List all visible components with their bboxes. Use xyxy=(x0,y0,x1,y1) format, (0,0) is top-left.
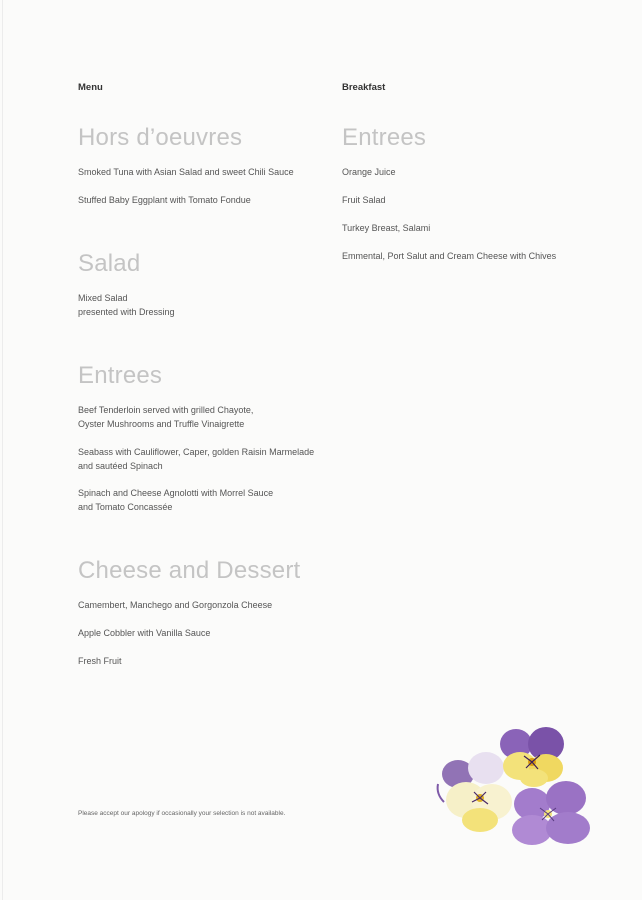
section-title-salad: Salad xyxy=(78,250,141,277)
menu-item: Beef Tenderloin served with grilled Chayote, Oyster Mushrooms and Truffle Vinaigrette xyxy=(78,405,254,429)
pansy-flower-left xyxy=(438,752,512,832)
menu-item: Stuffed Baby Eggplant with Tomato Fondue xyxy=(78,195,251,205)
menu-item: Fresh Fruit xyxy=(78,656,122,666)
menu-item: Orange Juice xyxy=(342,167,396,177)
apology-note: Please accept our apology if occasionally your selection is not available. xyxy=(78,810,286,817)
breakfast-label: Breakfast xyxy=(342,82,386,93)
section-title-entrees: Entrees xyxy=(78,362,163,389)
menu-item: Smoked Tuna with Asian Salad and sweet Chili Sauce xyxy=(78,167,294,177)
pansy-flower-top xyxy=(500,727,564,787)
menu-item: Spinach and Cheese Agnolotti with Morrel Sauce and Tomato Concassée xyxy=(78,488,274,512)
page-edge-line xyxy=(2,0,3,900)
menu-item: Apple Cobbler with Vanilla Sauce xyxy=(78,628,211,638)
menu-item: Emmental, Port Salut and Cream Cheese with Chives xyxy=(342,251,557,261)
pansy-flowers-illustration xyxy=(428,722,598,850)
menu-item: Turkey Breast, Salami xyxy=(342,223,431,233)
section-title-hors-doeuvres: Hors d’oeuvres xyxy=(78,124,243,151)
menu-item: Seabass with Cauliflower, Caper, golden Raisin Marmelade and sautéed Spinach xyxy=(78,447,315,471)
pansy-flower-right xyxy=(512,781,590,845)
menu-item: Mixed Salad presented with Dressing xyxy=(78,293,175,317)
section-title-breakfast-entrees: Entrees xyxy=(342,124,427,151)
menu-label: Menu xyxy=(78,82,103,93)
section-title-cheese-and-dessert: Cheese and Dessert xyxy=(78,557,301,584)
menu-item: Camembert, Manchego and Gorgonzola Cheese xyxy=(78,600,273,610)
menu-item: Fruit Salad xyxy=(342,195,386,205)
